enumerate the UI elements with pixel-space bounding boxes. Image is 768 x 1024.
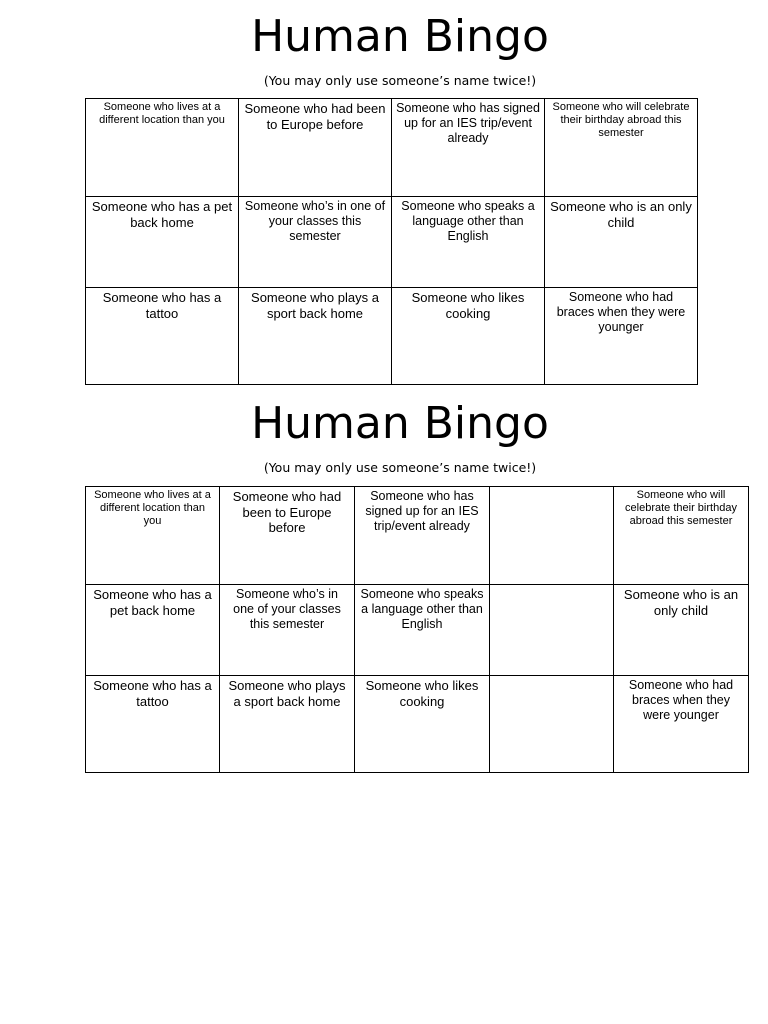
bingo-cell: Someone who will celebrate their birthday abroad this semester <box>614 487 749 585</box>
sheet1-subtitle: (You may only use someone’s name twice!) <box>263 73 537 88</box>
sheet1-title: Human Bingo <box>251 11 549 62</box>
sheet1-bingo-grid <box>85 98 698 385</box>
bingo-cell: Someone who has signed up for an IES trip/event already <box>355 487 490 585</box>
table-row <box>86 487 749 585</box>
bingo-cell: Someone who plays a sport back home <box>220 676 355 773</box>
bingo-cell: Someone who has a tattoo <box>86 676 220 773</box>
bingo-cell: Someone who lives at a different location than you <box>86 487 220 585</box>
table-row <box>86 676 749 773</box>
table-row <box>86 197 698 288</box>
bingo-cell: Someone who is an only child <box>614 585 749 676</box>
bingo-cell: Someone who had been to Europe before <box>220 487 355 585</box>
bingo-cell: Someone who is an only child <box>545 197 698 288</box>
bingo-cell: Someone who likes cooking <box>392 288 545 385</box>
bingo-cell: Someone who’s in one of your classes this semester <box>220 585 355 676</box>
sheet2-subtitle: (You may only use someone’s name twice!) <box>263 460 537 475</box>
table-row <box>86 99 698 197</box>
bingo-cell: Someone who has a pet back home <box>86 197 239 288</box>
bingo-cell: Someone who lives at a different location than you <box>86 99 239 197</box>
bingo-cell: Someone who speaks a language other than English <box>355 585 490 676</box>
bingo-cell: Someone who likes cooking <box>355 676 490 773</box>
bingo-cell: Someone who has a pet back home <box>86 585 220 676</box>
bingo-cell: Someone who has signed up for an IES trip/event already <box>392 99 545 197</box>
sheet2-bingo-grid <box>85 486 749 773</box>
sheet2-title: Human Bingo <box>251 398 549 449</box>
table-row <box>86 288 698 385</box>
bingo-cell: Someone who had braces when they were younger <box>545 288 698 385</box>
bingo-cell: Someone who had been to Europe before <box>239 99 392 197</box>
bingo-cell-empty <box>490 487 614 585</box>
bingo-cell-empty <box>490 585 614 676</box>
bingo-cell: Someone who had braces when they were younger <box>614 676 749 773</box>
bingo-cell: Someone who will celebrate their birthday abroad this semester <box>545 99 698 197</box>
bingo-cell: Someone who’s in one of your classes this semester <box>239 197 392 288</box>
bingo-cell: Someone who plays a sport back home <box>239 288 392 385</box>
bingo-cell: Someone who has a tattoo <box>86 288 239 385</box>
bingo-cell: Someone who speaks a language other than English <box>392 197 545 288</box>
table-row <box>86 585 749 676</box>
bingo-cell-empty <box>490 676 614 773</box>
